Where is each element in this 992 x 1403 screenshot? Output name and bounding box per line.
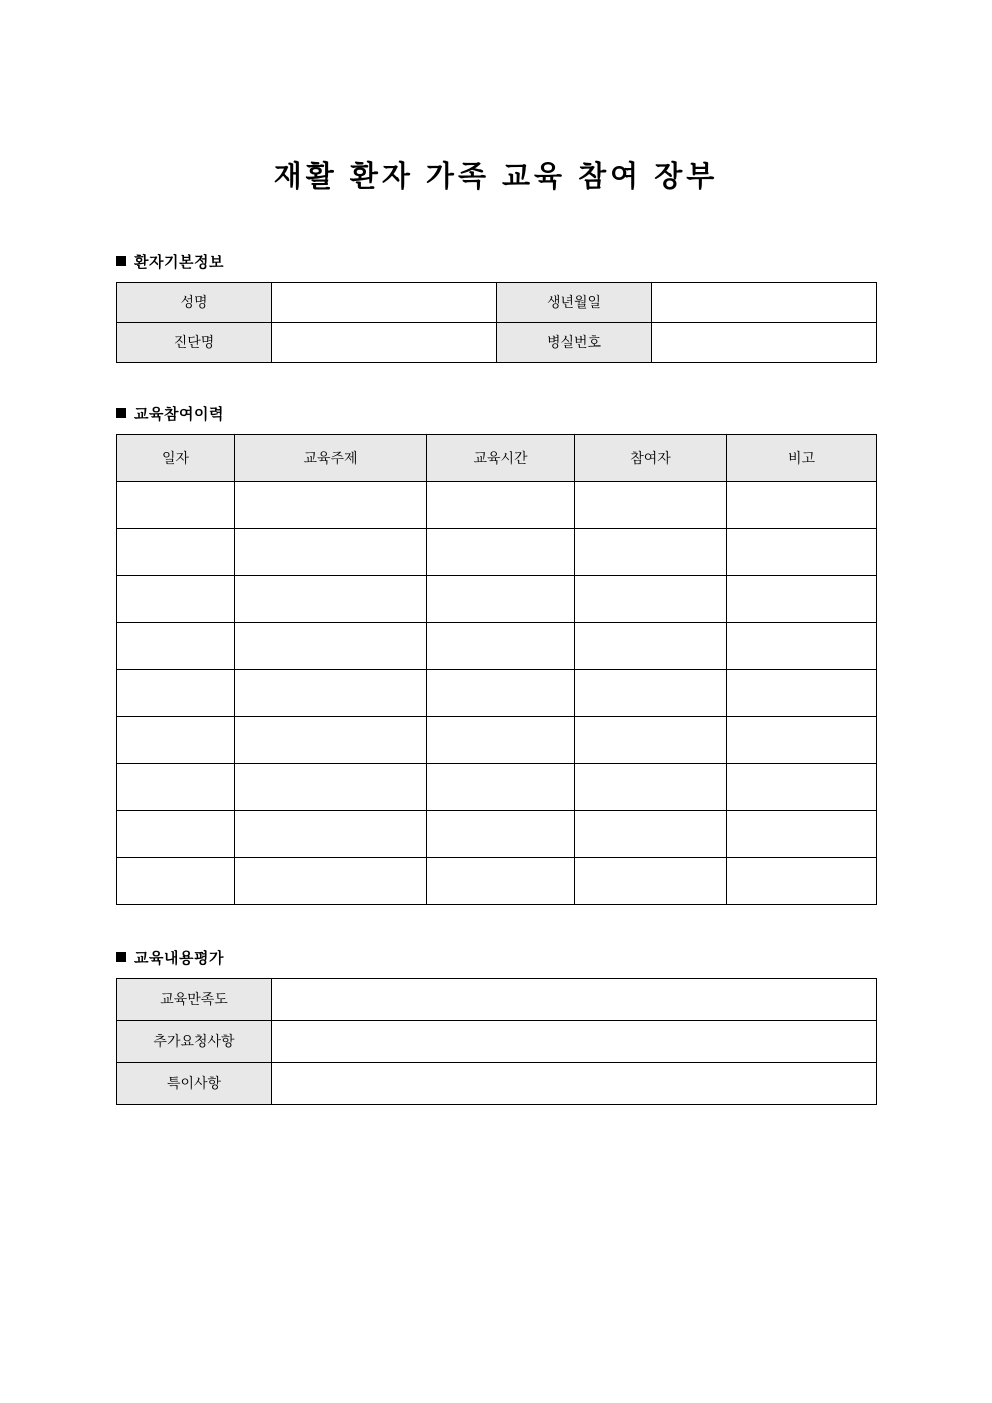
column-header-duration: 교육시간	[427, 434, 575, 481]
spacer	[0, 195, 992, 251]
table-row	[117, 857, 877, 904]
cell-remarks[interactable]	[727, 481, 877, 528]
cell-date[interactable]	[117, 810, 235, 857]
section-heading-label: 교육참여이력	[134, 405, 224, 423]
cell-remarks[interactable]	[727, 622, 877, 669]
section-heading-label: 교육내용평가	[134, 949, 224, 967]
section-education-history	[116, 403, 876, 905]
cell-topic[interactable]	[235, 810, 427, 857]
cell-date[interactable]	[117, 528, 235, 575]
cell-remarks[interactable]	[727, 810, 877, 857]
cell-duration[interactable]	[427, 528, 575, 575]
cell-date[interactable]	[117, 622, 235, 669]
table-row	[117, 282, 877, 322]
table-row	[117, 716, 877, 763]
table-row	[117, 322, 877, 362]
cell-topic[interactable]	[235, 716, 427, 763]
cell-remarks[interactable]	[727, 575, 877, 622]
table-row	[117, 528, 877, 575]
cell-duration[interactable]	[427, 622, 575, 669]
cell-duration[interactable]	[427, 716, 575, 763]
patient-basic-info-table	[116, 282, 877, 363]
cell-participant[interactable]	[575, 528, 727, 575]
cell-participant[interactable]	[575, 810, 727, 857]
table-row	[117, 575, 877, 622]
cell-topic[interactable]	[235, 481, 427, 528]
cell-remarks[interactable]	[727, 857, 877, 904]
cell-topic[interactable]	[235, 528, 427, 575]
table-row	[117, 978, 877, 1020]
table-row	[117, 763, 877, 810]
table-row	[117, 1020, 877, 1062]
cell-topic[interactable]	[235, 763, 427, 810]
section-heading-label: 환자기본정보	[134, 253, 224, 271]
cell-topic[interactable]	[235, 857, 427, 904]
cell-date[interactable]	[117, 669, 235, 716]
row-label-satisfaction: 교육만족도	[117, 978, 272, 1020]
cell-remarks[interactable]	[727, 528, 877, 575]
field-room-number-value[interactable]	[652, 322, 877, 362]
spacer	[0, 905, 992, 947]
cell-date[interactable]	[117, 763, 235, 810]
cell-duration[interactable]	[427, 669, 575, 716]
cell-remarks[interactable]	[727, 716, 877, 763]
row-label-name: 성명	[117, 282, 272, 322]
cell-participant[interactable]	[575, 622, 727, 669]
cell-topic[interactable]	[235, 669, 427, 716]
square-bullet-icon	[116, 952, 126, 962]
table-row	[117, 481, 877, 528]
cell-topic[interactable]	[235, 575, 427, 622]
cell-date[interactable]	[117, 716, 235, 763]
cell-date[interactable]	[117, 857, 235, 904]
section-heading-education-history	[116, 403, 876, 424]
cell-duration[interactable]	[427, 763, 575, 810]
cell-participant[interactable]	[575, 575, 727, 622]
row-label-room-number: 병실번호	[497, 322, 652, 362]
column-header-participant: 참여자	[575, 434, 727, 481]
cell-participant[interactable]	[575, 669, 727, 716]
cell-duration[interactable]	[427, 857, 575, 904]
table-header-row	[117, 434, 877, 481]
row-label-additional-requests: 추가요청사항	[117, 1020, 272, 1062]
section-education-evaluation	[116, 947, 876, 1105]
cell-participant[interactable]	[575, 763, 727, 810]
row-label-diagnosis: 진단명	[117, 322, 272, 362]
table-row	[117, 810, 877, 857]
section-heading-patient-basic-info	[116, 251, 876, 272]
cell-participant[interactable]	[575, 716, 727, 763]
cell-topic[interactable]	[235, 622, 427, 669]
cell-date[interactable]	[117, 481, 235, 528]
education-history-table	[116, 434, 877, 905]
page-title: 재활 환자 가족 교육 참여 장부	[273, 161, 719, 193]
section-patient-basic-info	[116, 251, 876, 363]
table-row	[117, 622, 877, 669]
cell-duration[interactable]	[427, 575, 575, 622]
cell-remarks[interactable]	[727, 669, 877, 716]
cell-duration[interactable]	[427, 481, 575, 528]
spacer	[0, 363, 992, 403]
table-row	[117, 669, 877, 716]
cell-duration[interactable]	[427, 810, 575, 857]
field-birthdate-value[interactable]	[652, 282, 877, 322]
section-heading-education-evaluation	[116, 947, 876, 968]
square-bullet-icon	[116, 256, 126, 266]
row-label-special-notes: 특이사항	[117, 1062, 272, 1104]
column-header-remarks: 비고	[727, 434, 877, 481]
cell-participant[interactable]	[575, 481, 727, 528]
field-special-notes-value[interactable]	[272, 1062, 877, 1104]
cell-remarks[interactable]	[727, 763, 877, 810]
education-evaluation-table	[116, 978, 877, 1105]
column-header-topic: 교육주제	[235, 434, 427, 481]
column-header-date: 일자	[117, 434, 235, 481]
cell-date[interactable]	[117, 575, 235, 622]
row-label-birthdate: 생년월일	[497, 282, 652, 322]
field-satisfaction-value[interactable]	[272, 978, 877, 1020]
table-row	[117, 1062, 877, 1104]
field-name-value[interactable]	[272, 282, 497, 322]
field-additional-requests-value[interactable]	[272, 1020, 877, 1062]
square-bullet-icon	[116, 408, 126, 418]
field-diagnosis-value[interactable]	[272, 322, 497, 362]
cell-participant[interactable]	[575, 857, 727, 904]
